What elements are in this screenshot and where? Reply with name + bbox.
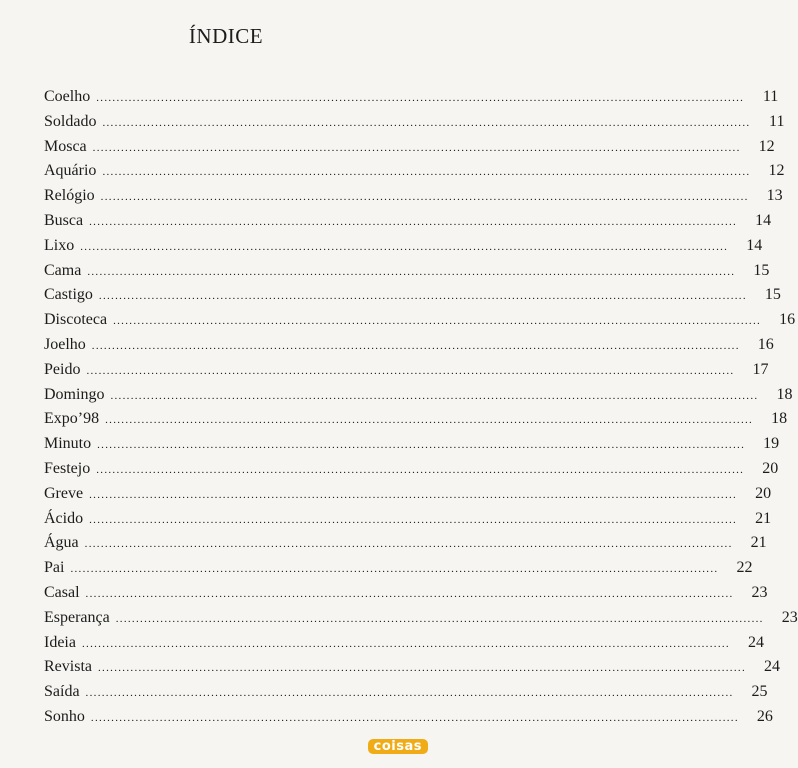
toc-entry-title: Joelho [44, 335, 86, 353]
dot-leader: ................................................................................................................................................................ [100, 191, 749, 204]
toc-entry-page: 14 [746, 236, 763, 254]
toc-entry-title: Saída [44, 683, 80, 701]
toc-entry-page: 23 [751, 583, 768, 601]
toc-entry-title: Ácido [44, 509, 84, 527]
toc-entry-page: 20 [762, 459, 779, 477]
dot-leader: ................................................................................................................................................................ [85, 687, 734, 700]
toc-entry[interactable] [44, 236, 763, 262]
toc-entry[interactable] [44, 88, 779, 113]
toc-entry-title: Casal [44, 583, 80, 601]
toc-entry-page: 21 [750, 534, 767, 552]
toc-entry[interactable] [44, 633, 764, 659]
toc-entry-page: 24 [764, 658, 780, 676]
toc-entry-page: 22 [736, 559, 753, 577]
dot-leader: ................................................................................................................................................................ [70, 563, 719, 576]
toc-entry-page: 17 [752, 360, 769, 378]
toc-entry[interactable] [44, 385, 793, 411]
toc-entry[interactable] [44, 162, 785, 187]
toc-entry-page: 11 [769, 112, 785, 130]
toc-entry[interactable] [44, 286, 781, 311]
toc-entry-page: 20 [755, 484, 772, 502]
toc-entry[interactable] [44, 187, 783, 212]
page-title: ÍNDICE [188, 24, 264, 48]
toc-entry[interactable] [44, 658, 780, 683]
toc-entry-page: 26 [756, 707, 773, 725]
toc-entry-page: 14 [755, 211, 772, 229]
dot-leader: ................................................................................................................................................................ [91, 339, 740, 352]
toc-entry[interactable] [44, 211, 772, 237]
dot-leader: ................................................................................................................................................................ [96, 463, 745, 476]
dot-leader: ................................................................................................................................................................ [84, 538, 733, 551]
toc-entry[interactable] [44, 583, 768, 609]
dot-leader: ................................................................................................................................................................ [102, 116, 751, 129]
toc-entry-title: Discoteca [44, 311, 108, 329]
toc-entry-title: Aquário [44, 162, 97, 180]
toc-entry[interactable] [44, 559, 753, 584]
toc-entry-page: 16 [757, 335, 774, 353]
dot-leader: ................................................................................................................................................................ [86, 364, 735, 377]
toc-entry-title: Pai [44, 559, 65, 577]
toc-entry-title: Água [44, 534, 79, 552]
toc-entry-title: Sonho [44, 707, 85, 725]
toc-entry[interactable] [44, 360, 769, 386]
toc-entry-title: Cama [44, 261, 82, 279]
toc-entry-title: Mosca [44, 137, 87, 155]
dot-leader: ................................................................................................................................................................ [80, 240, 729, 253]
dot-leader: ................................................................................................................................................................ [89, 513, 738, 526]
dot-leader: ................................................................................................................................................................ [90, 711, 739, 724]
toc-entry[interactable] [44, 608, 798, 634]
toc-entry-page: 15 [753, 261, 770, 279]
dot-leader: ................................................................................................................................................................ [98, 662, 746, 675]
dot-leader: ................................................................................................................................................................ [85, 587, 734, 600]
toc-entry-title: Coelho [44, 88, 91, 105]
dot-leader: ................................................................................................................................................................ [92, 141, 741, 154]
toc-entry[interactable] [44, 137, 775, 163]
toc-entry-title: Expo’98 [44, 410, 100, 428]
toc-entry-title: Festejo [44, 459, 91, 477]
dot-leader: ................................................................................................................................................................ [96, 92, 745, 104]
toc-entry[interactable] [44, 534, 767, 559]
watermark-logo: coisas [368, 739, 428, 754]
table-of-contents [44, 88, 798, 733]
toc-entry-title: Domingo [44, 385, 105, 403]
toc-entry-page: 24 [747, 633, 764, 651]
toc-entry-title: Revista [44, 658, 92, 676]
dot-leader: ................................................................................................................................................................ [105, 414, 754, 427]
toc-entry-title: Soldado [44, 112, 97, 130]
toc-entry-page: 15 [764, 286, 781, 304]
toc-entry[interactable] [44, 311, 796, 336]
toc-entry-title: Minuto [44, 435, 92, 453]
dot-leader: ................................................................................................................................................................ [113, 315, 762, 328]
toc-entry-page: 25 [751, 683, 768, 701]
toc-entry[interactable] [44, 112, 785, 138]
toc-entry-page: 12 [768, 162, 785, 180]
toc-entry-title: Peido [44, 360, 81, 378]
toc-entry-page: 18 [771, 410, 788, 428]
toc-entry[interactable] [44, 335, 774, 361]
toc-entry[interactable] [44, 683, 768, 708]
toc-entry-page: 12 [758, 137, 775, 155]
toc-entry[interactable] [44, 261, 770, 287]
toc-entry[interactable] [44, 509, 772, 535]
toc-entry-page: 23 [781, 608, 798, 626]
dot-leader: ................................................................................................................................................................ [115, 612, 764, 625]
dot-leader: ................................................................................................................................................................ [89, 215, 738, 228]
toc-entry-page: 13 [766, 187, 783, 205]
toc-entry-title: Busca [44, 211, 84, 229]
toc-entry[interactable] [44, 435, 780, 460]
toc-entry-page: 16 [779, 311, 796, 329]
dot-leader: ................................................................................................................................................................ [81, 637, 730, 650]
dot-leader: ................................................................................................................................................................ [97, 439, 746, 452]
toc-entry-page: 11 [762, 88, 779, 105]
toc-entry-title: Esperança [44, 608, 110, 626]
toc-entry-title: Lixo [44, 236, 75, 254]
toc-entry-title: Ideia [44, 633, 76, 651]
dot-leader: ................................................................................................................................................................ [110, 389, 759, 402]
toc-entry-page: 18 [776, 385, 793, 403]
toc-entry-title: Relógio [44, 187, 95, 205]
dot-leader: ................................................................................................................................................................ [102, 166, 751, 179]
toc-entry[interactable] [44, 410, 788, 435]
dot-leader: ................................................................................................................................................................ [98, 290, 747, 303]
toc-entry[interactable] [44, 707, 773, 733]
toc-entry-title: Castigo [44, 286, 93, 304]
toc-entry-page: 19 [763, 435, 780, 453]
toc-entry-title: Greve [44, 484, 84, 502]
toc-entry[interactable] [44, 484, 772, 510]
toc-entry[interactable] [44, 459, 779, 485]
dot-leader: ................................................................................................................................................................ [89, 488, 738, 501]
dot-leader: ................................................................................................................................................................ [87, 265, 736, 278]
toc-entry-page: 21 [755, 509, 772, 527]
